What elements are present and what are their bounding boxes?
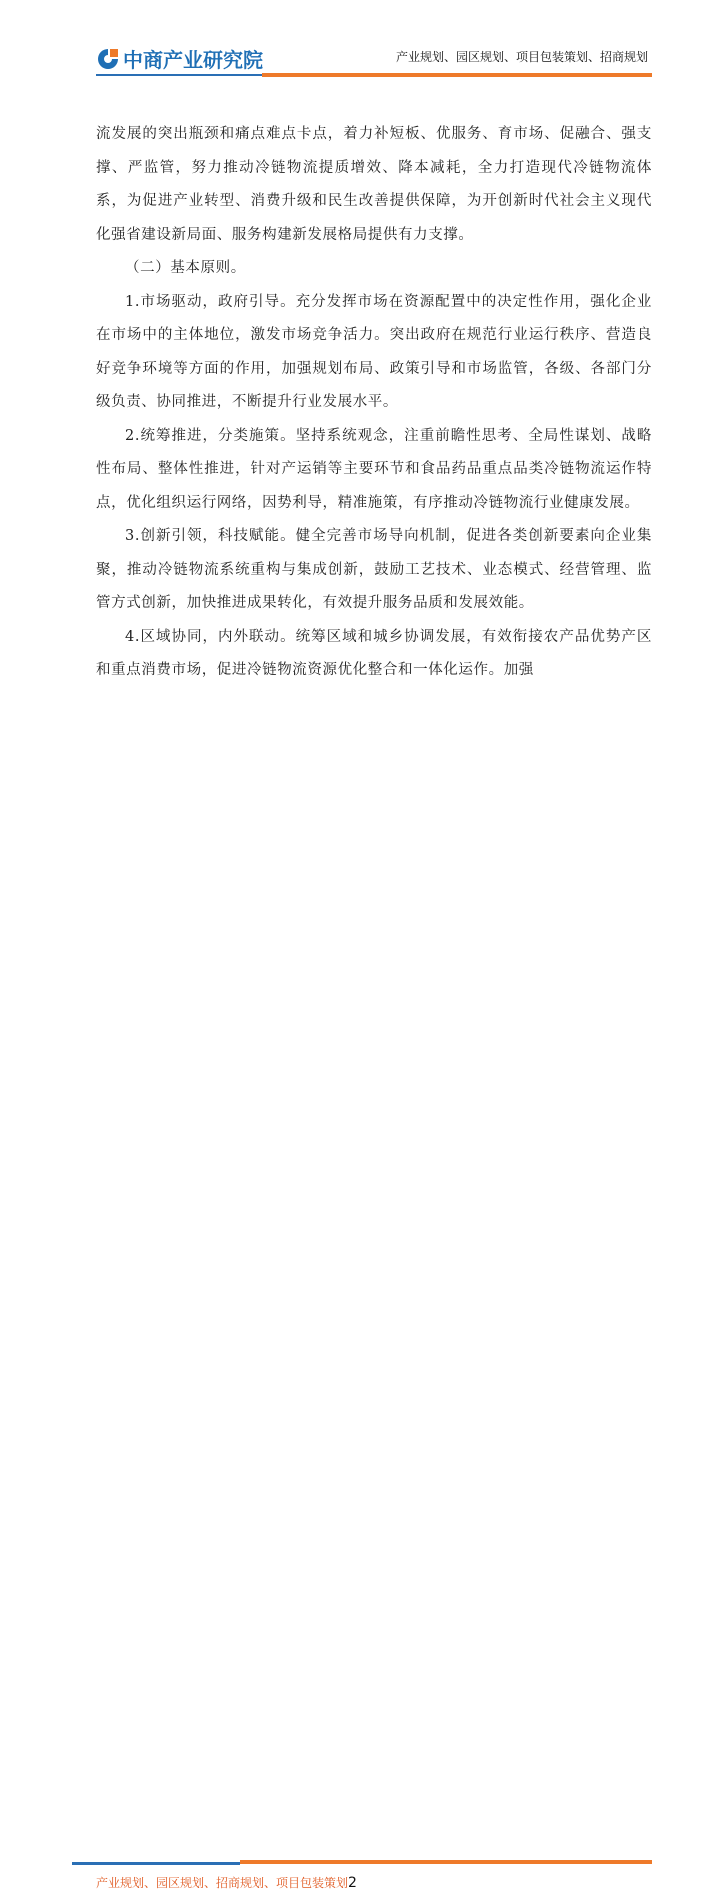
footer-text-line: [96, 1874, 357, 1891]
body-paragraph: 3.创新引领，科技赋能。健全完善市场导向机制，促进各类创新要素向企业集聚，推动冷链物流系统重构与集成创新，鼓励工艺技术、业态模式、经营管理、监管方式创新，加快推进成果转化，有效提升服务品质和发展效能。: [96, 528, 652, 611]
body-paragraph: 4.区域协同，内外联动。统筹区域和城乡协调发展，有效衔接农产品优势产区和重点消费市场，促进冷链物流资源优化整合和一体化运作。加强: [96, 628, 652, 678]
body-paragraph: 流发展的突出瓶颈和痛点难点卡点，着力补短板、优服务、育市场、促融合、强支撑、严监管，努力推动冷链物流提质增效、降本减耗，全力打造现代冷链物流体系，为促进产业转型、消费升级和民生改善提供保障，为开创新时代社会主义现代化强省建设新局面、服务构建新发展格局提供有力支撑。: [96, 126, 652, 243]
header-divider-orange: [262, 73, 652, 77]
logo-text: 中商产业研究院: [123, 48, 263, 72]
document-body: [96, 118, 652, 688]
header-tagline: 产业规划、园区规划、项目包装策划、招商规划: [395, 50, 648, 64]
body-paragraph: 1.市场驱动，政府引导。充分发挥市场在资源配置中的决定性作用，强化企业在市场中的主体地位，激发市场竞争活力。突出政府在规范行业运行秩序、营造良好竞争环境等方面的作用，加强规划布局、政策引导和市场监管，各级、各部门分级负责、协同推进，不断提升行业发展水平。: [96, 293, 652, 410]
page-number: 2: [348, 1875, 357, 1891]
logo-mark-icon: [96, 47, 120, 71]
section-heading: （二）基本原则。: [125, 260, 246, 276]
company-logo: [96, 44, 263, 73]
page-footer: [0, 928, 724, 1891]
footer-tagline: 产业规划、园区规划、招商规划、项目包装策划: [96, 1876, 349, 1890]
body-paragraph: 2.统筹推进，分类施策。坚持系统观念，注重前瞻性思考、全局性谋划、战略性布局、整体性推进，针对产运销等主要环节和食品药品重点品类冷链物流运作特点，优化组织运行网络，因势利导，精准施策，有序推动冷链物流行业健康发展。: [96, 427, 652, 511]
footer-divider-blue: [72, 1862, 240, 1865]
page-header: [0, 0, 724, 84]
header-divider-blue: [96, 74, 262, 76]
footer-divider-orange: [240, 1860, 652, 1864]
